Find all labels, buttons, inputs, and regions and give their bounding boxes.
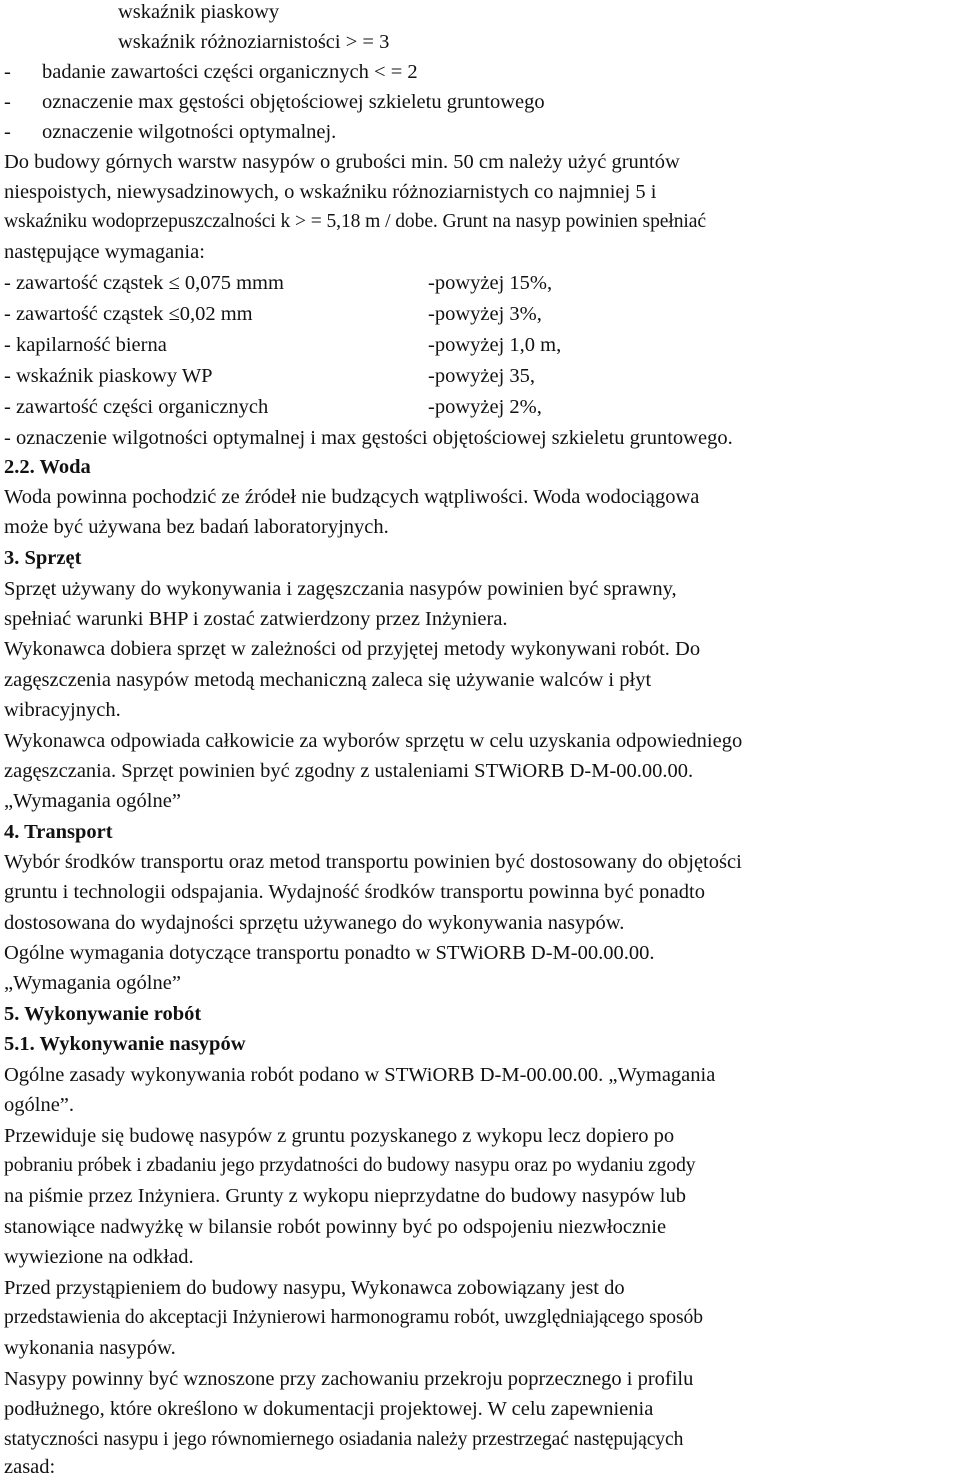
paragraph-line: Nasypy powinny być wznoszone przy zachowaniu przekroju poprzecznego i profilu xyxy=(4,1368,694,1390)
paragraph-line: Do budowy górnych warstw nasypów o grubości min. 50 cm należy użyć gruntów xyxy=(4,151,680,173)
paragraph-line: Sprzęt używany do wykonywania i zagęszczania nasypów powinien być sprawny, xyxy=(4,578,677,600)
list-item-text: oznaczenie wilgotności optymalnej. xyxy=(42,121,337,143)
requirement-row xyxy=(4,268,956,298)
section-heading: 3. Sprzęt xyxy=(4,547,82,569)
requirement-item: - kapilarność bierna xyxy=(4,334,167,356)
requirement-row xyxy=(4,299,956,329)
section-heading: 2.2. Woda xyxy=(4,456,91,478)
paragraph-line: Przed przystąpieniem do budowy nasypu, Wykonawca zobowiązany jest do xyxy=(4,1277,625,1299)
paragraph-line: może być używana bez badań laboratoryjnych. xyxy=(4,516,389,538)
requirement-item: - wskaźnik piaskowy WP xyxy=(4,365,213,387)
paragraph-line: wykonania nasypów. xyxy=(4,1337,176,1359)
paragraph-line: Wybór środków transportu oraz metod transportu powinien być dostosowany do objętości xyxy=(4,851,742,873)
list-item-text: oznaczenie max gęstości objętościowej szkieletu gruntowego xyxy=(42,91,545,113)
requirement-item: - zawartość części organicznych xyxy=(4,396,269,418)
paragraph-line: dostosowana do wydajności sprzętu używanego do wykonywania nasypów. xyxy=(4,912,625,934)
requirement-value: -powyżej 35, xyxy=(428,365,536,387)
paragraph-line: statyczności nasypu i jego równomiernego osiadania należy przestrzegać następujących xyxy=(4,1429,684,1450)
requirement-row xyxy=(4,392,956,422)
paragraph-line: niespoistych, niewysadzinowych, o wskaźniku różnoziarnistych co najmniej 5 i xyxy=(4,181,657,203)
list-item-text: badanie zawartości części organicznych < = 2 xyxy=(42,61,418,83)
requirement-value: -powyżej 3%, xyxy=(428,303,542,325)
requirement-row xyxy=(4,330,956,360)
paragraph-line: Wykonawca odpowiada całkowicie za wyborów sprzętu w celu uzyskania odpowiedniego xyxy=(4,730,743,752)
paragraph-line: wywiezione na odkład. xyxy=(4,1246,194,1268)
paragraph-line: wskaźniku wodoprzepuszczalności k > = 5,18 m / dobe. Grunt na nasyp powinien spełniać xyxy=(4,211,706,232)
paragraph-line: na piśmie przez Inżyniera. Grunty z wykopu nieprzydatne do budowy nasypów lub xyxy=(4,1185,687,1207)
requirement-row xyxy=(4,361,956,391)
section-heading: 5. Wykonywanie robót xyxy=(4,1003,202,1025)
paragraph-line: stanowiące nadwyżkę w bilansie robót powinny być po odspojeniu niezwłocznie xyxy=(4,1216,667,1238)
paragraph-line: podłużnego, które określono w dokumentacji projektowej. W celu zapewnienia xyxy=(4,1398,654,1420)
paragraph-line: Woda powinna pochodzić ze źródeł nie budzących wątpliwości. Woda wodociągowa xyxy=(4,486,700,508)
section-heading: 4. Transport xyxy=(4,821,113,843)
paragraph-line: następujące wymagania: xyxy=(4,241,205,263)
paragraph-line: Wykonawca dobiera sprzęt w zależności od przyjętej metody wykonywani robót. Do xyxy=(4,638,701,660)
list-item: wskaźnik piaskowy xyxy=(118,1,280,23)
paragraph-line: Ogólne zasady wykonywania robót podano w STWiORB D-M-00.00.00. „Wymagania xyxy=(4,1064,716,1086)
paragraph-line: „Wymagania ogólne” xyxy=(4,972,181,994)
requirement-value: -powyżej 15%, xyxy=(428,272,553,294)
list-item: - badanie zawartości części organicznych < = 2 xyxy=(4,61,418,83)
requirement-value: -powyżej 1,0 m, xyxy=(428,334,562,356)
paragraph-line: ogólne”. xyxy=(4,1094,75,1116)
subsection-heading: 5.1. Wykonywanie nasypów xyxy=(4,1033,246,1055)
list-item: - oznaczenie max gęstości objętościowej szkieletu gruntowego xyxy=(4,91,545,113)
paragraph-line: zasad: xyxy=(4,1456,56,1478)
paragraph-line: wibracyjnych. xyxy=(4,699,121,721)
paragraph-line: Ogólne wymagania dotyczące transportu ponadto w STWiORB D-M-00.00.00. xyxy=(4,942,655,964)
requirement-item: - zawartość cząstek ≤ 0,075 mmm xyxy=(4,272,284,294)
requirement-item: - zawartość cząstek ≤0,02 mm xyxy=(4,303,253,325)
paragraph-line: zagęszczania. Sprzęt powinien być zgodny z ustaleniami STWiORB D-M-00.00.00. xyxy=(4,760,694,782)
paragraph-line: pobraniu próbek i zbadaniu jego przydatności do budowy nasypu oraz po wydaniu zgody xyxy=(4,1155,696,1176)
requirement-value: -powyżej 2%, xyxy=(428,396,542,418)
paragraph-line: Przewiduje się budowę nasypów z gruntu pozyskanego z wykopu lecz dopiero po xyxy=(4,1125,675,1147)
paragraph-line: „Wymagania ogólne” xyxy=(4,790,181,812)
paragraph-line: spełniać warunki BHP i zostać zatwierdzony przez Inżyniera. xyxy=(4,608,508,630)
paragraph-line: zagęszczenia nasypów metodą mechaniczną zaleca się używanie walców i płyt xyxy=(4,669,652,691)
list-item: - oznaczenie wilgotności optymalnej. xyxy=(4,121,337,143)
paragraph-line: przedstawienia do akceptacji Inżynierowi harmonogramu robót, uwzględniającego sposób xyxy=(4,1307,703,1328)
paragraph-line: - oznaczenie wilgotności optymalnej i max gęstości objętościowej szkieletu gruntowego. xyxy=(4,427,733,449)
paragraph-line: gruntu i technologii odspajania. Wydajność środków transportu powinna być ponadto xyxy=(4,881,705,903)
list-item: wskaźnik różnoziarnistości > = 3 xyxy=(118,31,390,53)
